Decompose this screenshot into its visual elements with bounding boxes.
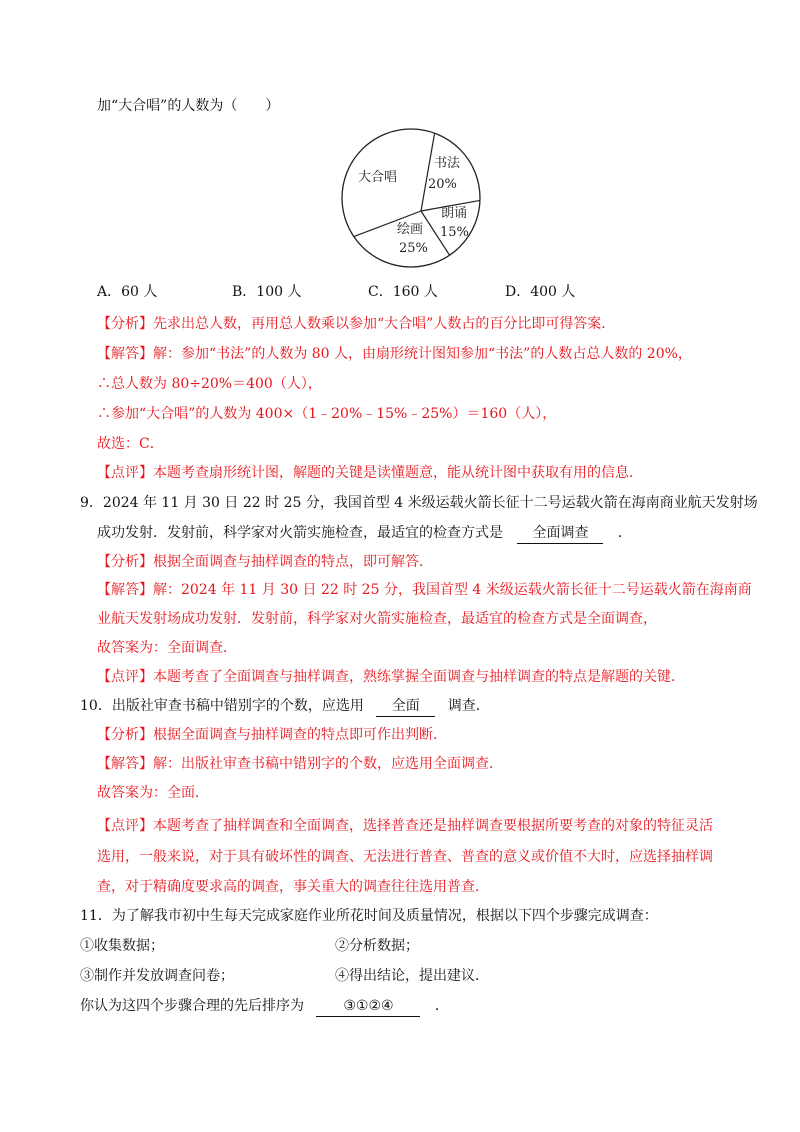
- option-a: A．60 人: [97, 284, 158, 300]
- slice-label-painting: 绘画: [397, 222, 424, 237]
- slice-pct-painting: 25%: [399, 241, 428, 256]
- answer-blank: 全面调查: [517, 523, 603, 544]
- option-d: D．400 人: [505, 284, 576, 300]
- solution-text: 【解答】解：出版社审查书稿中错别字的个数，应选用全面调查．: [97, 756, 503, 772]
- analysis-text: 【分析】根据全面调查与抽样调查的特点即可作出判断．: [97, 727, 447, 743]
- slice-label-calligraphy: 书法: [434, 156, 461, 171]
- question-text: 10．出版社审查书稿中错别字的个数，应选用: [80, 698, 364, 714]
- question-stem: [80, 696, 490, 717]
- question-text: 调查．: [447, 698, 490, 714]
- solution-text: 故答案为：全面．: [97, 785, 209, 801]
- question-text: 你认为这四个步骤合理的先后排序为: [80, 998, 304, 1014]
- solution-text: ∴参加“大合唱”的人数为 400×（1﹣20%﹣15%﹣25%）＝160（人），: [97, 406, 557, 422]
- step-item: ②分析数据；: [335, 938, 419, 954]
- solution-text: 故答案为：全面调查．: [97, 640, 237, 656]
- solution-text: 【解答】解：参加“书法”的人数为 80 人，由扇形统计图知参加“书法”的人数占总人数的 20%，: [97, 346, 692, 362]
- step-item: ④得出结论，提出建议．: [335, 968, 489, 984]
- slice-label-chorus: 大合唱: [358, 170, 398, 185]
- slice-pct-calligraphy: 20%: [428, 177, 457, 192]
- solution-text: 【解答】解：2024 年 11 月 30 日 22 时 25 分，我国首型 4 米级运载火箭长征十二号运载火箭在海南商: [97, 582, 752, 598]
- comment-text: 【点评】本题考查了全面调查与抽样调查，熟练掌握全面调查与抽样调查的特点是解题的关键．: [97, 669, 685, 685]
- solution-text: 业航天发射场成功发射．发射前，科学家对火箭实施检查，最适宜的检查方式是全面调查，: [97, 611, 657, 627]
- question-stem: 9．2024 年 11 月 30 日 22 时 25 分，我国首型 4 米级运载火箭长征十二号运载火箭在海南商业航天发射场: [80, 495, 758, 511]
- question-stem: [97, 523, 632, 544]
- question-stem: [80, 996, 449, 1017]
- slice-label-recitation: 朗诵: [441, 206, 468, 221]
- option-c: C．160 人: [368, 284, 438, 300]
- question-text: 成功发射．发射前，科学家对火箭实施检查，最适宜的检查方式是: [97, 525, 503, 541]
- solution-text: 故选：C．: [97, 436, 164, 452]
- solution-text: ∴总人数为 80÷20%＝400（人），: [97, 376, 322, 392]
- slice-pct-recitation: 15%: [440, 225, 469, 240]
- comment-text: 【点评】本题考查了抽样调查和全面调查，选择普查还是抽样调查要根据所要考查的对象的特征灵活: [97, 818, 713, 834]
- question-text: ．: [617, 525, 632, 541]
- question-text: ．: [434, 998, 449, 1014]
- option-b: B．100 人: [232, 284, 302, 300]
- analysis-text: 【分析】根据全面调查与抽样调查的特点，即可解答．: [97, 554, 433, 570]
- analysis-text: 【分析】先求出总人数，再用总人数乘以参加“大合唱”人数占的百分比即可得答案．: [97, 316, 616, 332]
- comment-text: 查，对于精确度要求高的调查，事关重大的调查往往选用普查．: [97, 879, 489, 895]
- step-item: ①收集数据；: [80, 938, 164, 954]
- comment-text: 选用，一般来说，对于具有破坏性的调查、无法进行普查、普查的意义或价值不大时，应选择抽样调: [97, 849, 713, 865]
- answer-blank: ③①②④: [316, 996, 420, 1017]
- question-stem: 加“大合唱”的人数为（ ）: [97, 98, 280, 114]
- question-stem: 11．为了解我市初中生每天完成家庭作业所花时间及质量情况，根据以下四个步骤完成调查：: [80, 908, 658, 924]
- pie-chart: [336, 125, 486, 271]
- step-item: ③制作并发放调查问卷；: [80, 968, 234, 984]
- comment-text: 【点评】本题考查扇形统计图，解题的关键是读懂题意，能从统计图中获取有用的信息．: [97, 465, 643, 481]
- answer-blank: 全面: [376, 696, 435, 717]
